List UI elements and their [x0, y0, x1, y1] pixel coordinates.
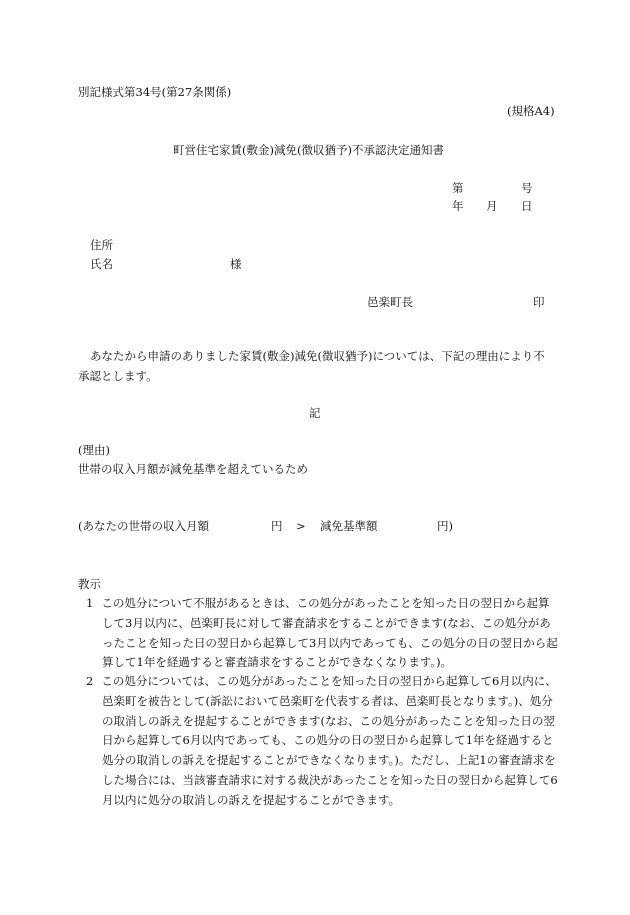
notice-item-number: 1 — [86, 596, 94, 610]
yen-unit-2: 円) — [437, 519, 453, 533]
issuer-name: 邑楽町長 — [367, 295, 413, 309]
notice-item — [86, 594, 558, 673]
notice-heading: 教示 — [78, 577, 101, 591]
doc-number-dai: 第 — [452, 181, 464, 195]
name-label: 氏名 — [90, 257, 113, 271]
standard-label: 減免基準額 — [320, 519, 378, 533]
paper-size: (規格A4) — [507, 104, 555, 118]
doc-number-go: 号 — [521, 181, 533, 195]
seal-mark: 印 — [533, 295, 545, 309]
body-paragraph: あなたから申請のありました家賃(敷金)減免(徴収猶予)については、下記の理由により不承認とします。 — [78, 349, 545, 383]
reason-text: 世帯の収入月額が減免基準を超えているため — [78, 462, 308, 476]
notice-item-text: この処分については、この処分があったことを知った日の翌日から起算して6月以内に、邑楽町を被告として(訴訟において邑楽町を代表する者は、邑楽町長となります。)、処分の取消しの訴えを提起することができます(なお、この処分があったことを知った日の翌日から起算して6月以内であっても、この処分の日の翌日から起算して1年を経過すると処分の取消しの訴えを提起することができなくなります。)。ただし、上記1の審査請求をした場合には、当該審査請求に対する裁決があったことを知った日の翌日から起算して6月以内に処分の取消しの訴えを提起することができます。 — [101, 674, 558, 807]
date-day: 日 — [521, 199, 533, 213]
date-year: 年 — [452, 199, 464, 213]
address-label: 住所 — [90, 238, 113, 252]
greater-than-sign: > — [296, 519, 306, 533]
notice-item-number: 2 — [86, 674, 94, 688]
reason-label: (理由) — [78, 443, 110, 457]
form-number: 別記様式第34号(第27条関係) — [78, 85, 232, 99]
notice-item-text: この処分について不服があるときは、この処分があったことを知った日の翌日から起算して3月以内に、邑楽町長に対して審査請求をすることができます(なお、この処分があったことを知った日の翌日から起算して3月以内であっても、この処分の日の翌日から起算して1年を経過すると審査請求をすることができなくなります。)。 — [101, 596, 558, 670]
yen-unit-1: 円 — [271, 519, 283, 533]
income-label: (あなたの世帯の収入月額 — [78, 519, 209, 533]
date-month: 月 — [486, 199, 498, 213]
notice-item — [86, 672, 558, 811]
honorific: 様 — [230, 257, 242, 271]
ki-mark: 記 — [309, 406, 321, 420]
document-title: 町営住宅家賃(敷金)減免(徴収猶予)不承認決定通知書 — [173, 143, 444, 157]
